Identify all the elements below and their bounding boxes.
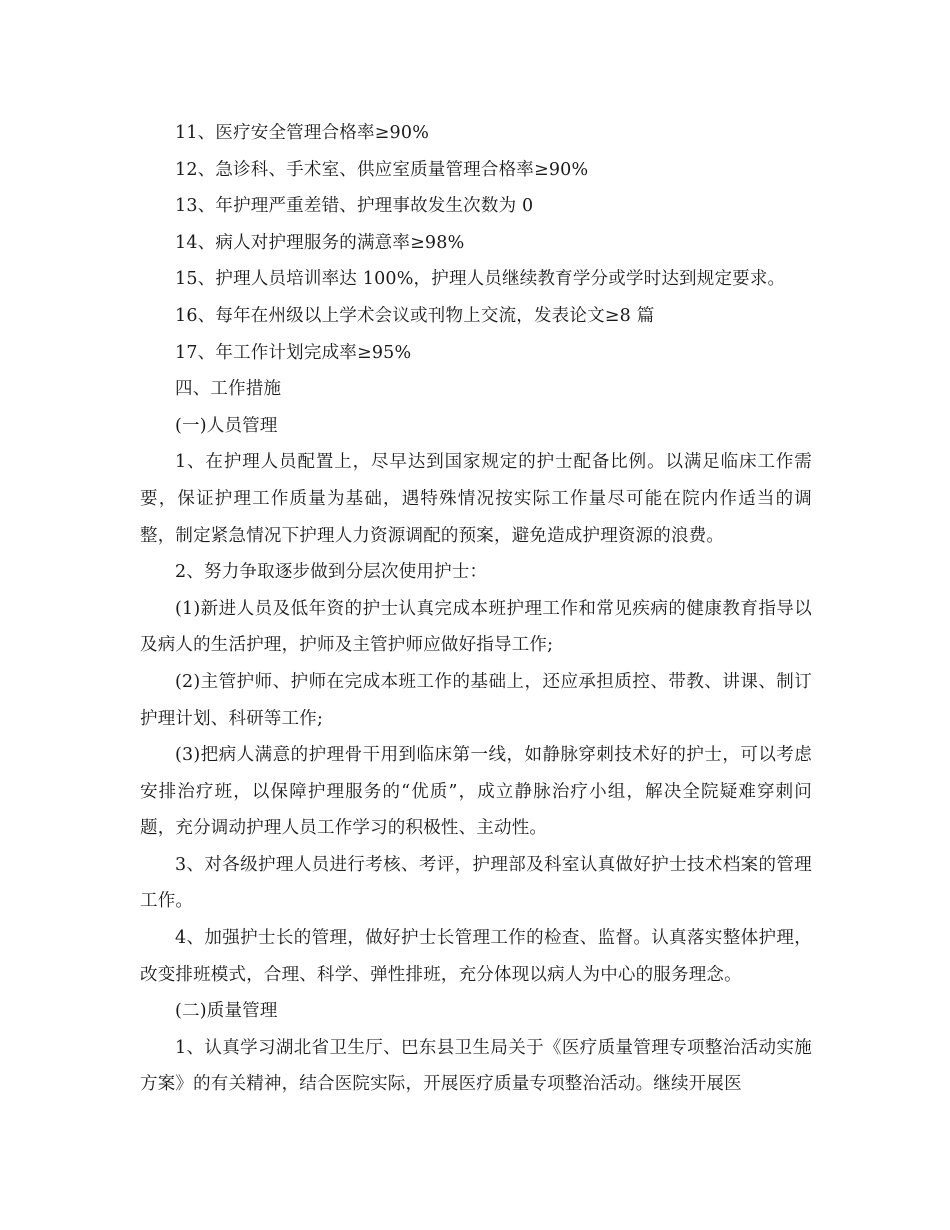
personnel-item-2-paragraph: 2、努力争取逐步做到分层次使用护士： <box>175 562 488 583</box>
item-12-paragraph: 12、急诊科、手术室、供应室质量管理合格率≥90% <box>175 159 589 180</box>
personnel-subitem-3-paragraph: (3)把病人满意的护理骨干用到临床第一线，如静脉穿刺技术好的护士，可以考虑安排治疗班，以保障护理服务的“优质”，成立静脉治疗小组，解决全院疑难穿刺问题，充分调动护理人员工作学习的积极性、主动性。 <box>140 745 812 839</box>
item-14-paragraph: 14、病人对护理服务的满意率≥98% <box>175 232 465 253</box>
subsection-heading-quality: (二)质量管理 <box>175 1001 278 1022</box>
personnel-subitem-2-paragraph: (2)主管护师、护师在完成本班工作的基础上，还应承担质控、带教、讲课、制订护理计划、科研等工作; <box>140 671 812 729</box>
item-15-paragraph: 15、护理人员培训率达 100%，护理人员继续教育学分或学时达到规定要求。 <box>175 269 786 290</box>
personnel-item-3-paragraph: 3、对各级护理人员进行考核、考评，护理部及科室认真做好护士技术档案的管理工作。 <box>140 854 812 912</box>
personnel-subitem-1-paragraph: (1)新进人员及低年资的护士认真完成本班护理工作和常见疾病的健康教育指导以及病人的生活护理，护师及主管护师应做好指导工作; <box>140 598 812 656</box>
personnel-item-1-paragraph: 1、在护理人员配置上，尽早达到国家规定的护士配备比例。以满足临床工作需要，保证护理工作质量为基础，遇特殊情况按实际工作量尽可能在院内作适当的调整，制定紧急情况下护理人力资源调配的预案，避免造成护理资源的浪费。 <box>140 452 812 546</box>
item-16-paragraph: 16、每年在州级以上学术会议或刊物上交流，发表论文≥8 篇 <box>175 305 655 326</box>
section-heading-work-measures: 四、工作措施 <box>175 379 282 400</box>
subsection-heading-personnel: (一)人员管理 <box>175 415 278 436</box>
document-body <box>140 115 812 1103</box>
item-11-paragraph: 11、医疗安全管理合格率≥90% <box>175 123 430 143</box>
item-17-paragraph: 17、年工作计划完成率≥95% <box>175 342 412 363</box>
item-13-paragraph: 13、年护理严重差错、护理事故发生次数为 0 <box>175 196 534 217</box>
personnel-item-4-paragraph: 4、加强护士长的管理，做好护士长管理工作的检查、监督。认真落实整体护理，改变排班模式，合理、科学、弹性排班，充分体现以病人为中心的服务理念。 <box>140 928 812 985</box>
quality-item-1-paragraph: 1、认真学习湖北省卫生厅、巴东县卫生局关于《医疗质量管理专项整治活动实施方案》的有关精神，结合医院实际，开展医疗质量专项整治活动。继续开展医 <box>140 1037 812 1095</box>
